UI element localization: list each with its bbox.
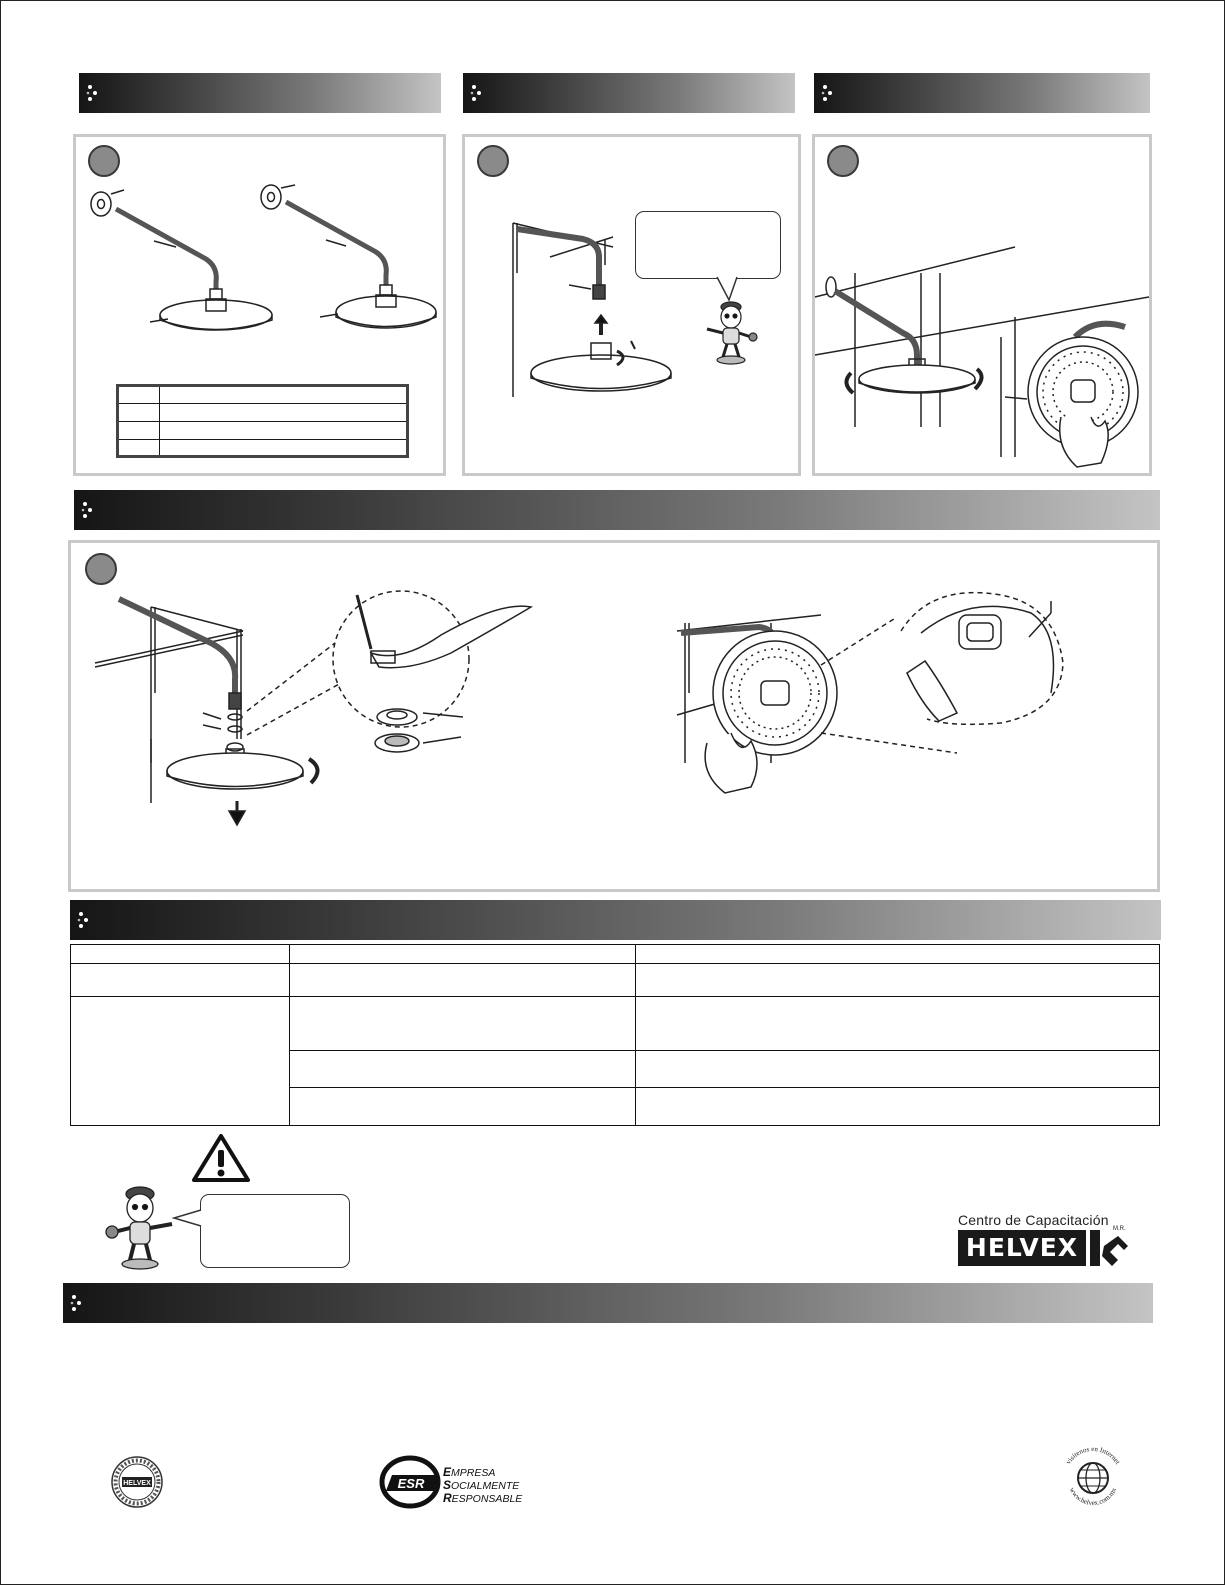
table-cell [290, 1050, 636, 1087]
globe-text-bottom: www.helvex.com.mx [1067, 1486, 1119, 1508]
parts-table-cell [160, 440, 408, 457]
mascot-icon [701, 297, 761, 367]
globe-icon [1058, 1440, 1128, 1510]
table-cell [290, 1087, 636, 1125]
esr-initial-r: R [443, 1491, 452, 1505]
quality-seal-icon [110, 1455, 164, 1509]
arrow-dots-icon [69, 1293, 89, 1313]
arrow-dots-icon [820, 83, 840, 103]
warning-bubble [200, 1194, 350, 1268]
table-cell [71, 964, 290, 997]
table-header-cell [636, 945, 1160, 964]
table-cell [636, 997, 1160, 1050]
section-header-4 [74, 490, 1160, 530]
table-cell [636, 1050, 1160, 1087]
table-header-cell [71, 945, 290, 964]
parts-table-cell [160, 404, 408, 422]
maintenance-illustration-left [71, 543, 541, 889]
table-cell [636, 964, 1160, 997]
esr-word-responsable: ESPONSABLE [451, 1493, 523, 1505]
parts-table [116, 384, 409, 458]
esr-logo-icon [378, 1455, 442, 1509]
maintenance-illustration-right [671, 543, 1091, 889]
table-cell [636, 1087, 1160, 1125]
esr-initial-e: E [443, 1465, 452, 1479]
arrow-dots-icon [80, 500, 100, 520]
helvex-logo: HELVEX [958, 1230, 1086, 1266]
parts-table-cell [118, 386, 160, 404]
section-header-3 [814, 73, 1150, 113]
table-cell [290, 997, 636, 1050]
esr-tagline [443, 1466, 522, 1505]
trademark-mark: M.R. [1113, 1226, 1126, 1232]
section-header-6 [63, 1283, 1153, 1323]
parts-table-cell [160, 422, 408, 440]
arrow-dots-icon [469, 83, 489, 103]
panel-maintenance [68, 540, 1160, 892]
arrow-dots-icon [85, 83, 105, 103]
panel-operation [812, 134, 1152, 476]
globe-text-top: visítenos en Internet [1064, 1444, 1122, 1466]
section-header-2 [463, 73, 795, 113]
warning-icon [192, 1134, 250, 1182]
esr-word-socialmente: OCIALMENTE [451, 1480, 520, 1492]
seal-text: HELVEX [123, 1480, 151, 1487]
operation-illustration [815, 137, 1149, 473]
table-cell [71, 997, 290, 1126]
mascot-icon [100, 1182, 180, 1270]
table-header-cell [290, 945, 636, 964]
parts-table-cell [118, 440, 160, 457]
esr-word-empresa: MPRESA [451, 1467, 496, 1479]
parts-table-cell [118, 422, 160, 440]
esr-logo-text: ESR [397, 1476, 425, 1491]
tip-bubble [635, 211, 781, 279]
esr-initial-s: S [443, 1478, 452, 1492]
section-header-5 [70, 900, 1161, 940]
section-header-1 [79, 73, 441, 113]
helvex-wrench-icon [1088, 1230, 1132, 1266]
panel-installation [462, 134, 801, 476]
parts-table-cell [118, 404, 160, 422]
arrow-dots-icon [76, 910, 96, 930]
table-cell [290, 964, 636, 997]
parts-table-cell [160, 386, 408, 404]
training-center-label: Centro de Capacitación [958, 1212, 1109, 1228]
panel-parts [73, 134, 446, 476]
troubleshooting-table [70, 944, 1160, 1126]
bubble-tail [172, 1208, 202, 1232]
